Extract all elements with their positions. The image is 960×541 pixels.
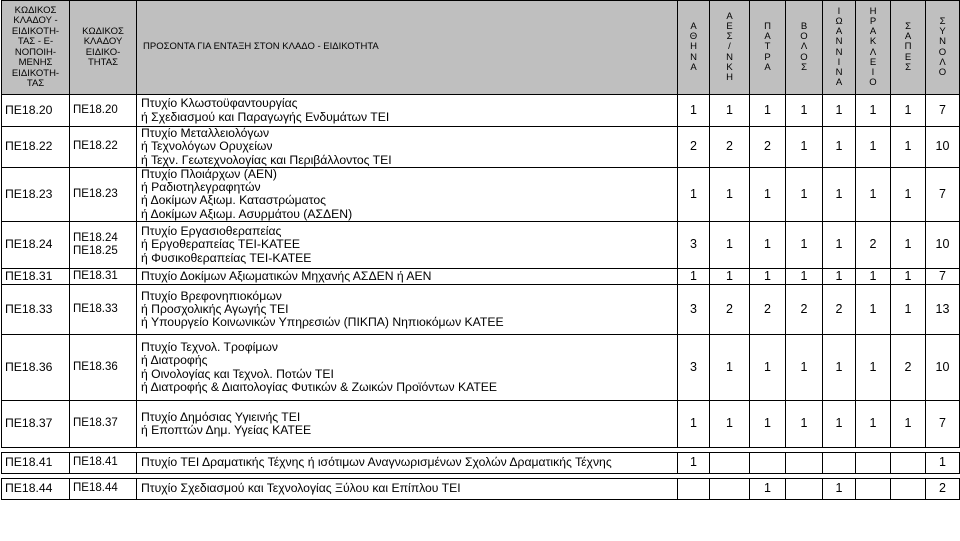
header-region-letter: Ι	[871, 66, 875, 78]
region-count: 1	[750, 95, 786, 127]
header-code-line: ΕΙΔΙΚΟΤΗ-	[11, 25, 60, 37]
region-count: 2	[750, 285, 786, 335]
total-count: 10	[926, 127, 960, 168]
header-region-aes-nkh	[710, 1, 750, 95]
qualification-line: Πτυχίο Δοκίμων Αξιωματικών Μηχανής ΑΣΔΕΝ ή ΑΕΝ	[141, 268, 432, 283]
qualification-line: ή Προσχολικής Αγωγής ΤΕΙ	[141, 301, 289, 316]
qualification-line: Πτυχίο ΤΕΙ Δραματικής Τέχνης ή ισότιμων Αναγνωρισμένων Σχολών Δραματικής Τέχνης	[141, 455, 612, 470]
header-region-letter: Η	[869, 5, 877, 17]
region-count: 1	[891, 401, 926, 448]
specialty-code-line: ΠΕ18.22	[73, 140, 118, 153]
header-specialty-code-column	[70, 1, 137, 95]
header-region-letter: Ρ	[869, 15, 877, 27]
region-count: 1	[856, 401, 891, 448]
region-count: 1	[786, 95, 823, 127]
header-region-letter: Ρ	[764, 51, 771, 63]
header-region-letter: Ι	[837, 56, 841, 68]
region-count: 1	[856, 167, 891, 221]
header-region-letter: Α	[869, 26, 877, 38]
specialty-code-line: ΠΕ18.44	[73, 482, 118, 495]
header-region-letter: Σ	[939, 15, 946, 27]
header-region-letter: Ο	[800, 31, 808, 43]
qualification-line: Πτυχίο Βρεφονηπιοκόμων	[141, 288, 282, 303]
table-row	[2, 269, 960, 285]
region-count: 3	[678, 285, 710, 335]
region-count: 1	[786, 167, 823, 221]
region-count: 1	[786, 269, 823, 285]
qualification-line: Πτυχίο Τεχνολ. Τροφίμων	[141, 339, 278, 354]
region-count: 1	[823, 479, 856, 500]
header-specialty-code-line: ΚΛΑΔΟΥ	[83, 36, 123, 47]
header-region-letter: Ο	[938, 46, 947, 58]
header-region-letter: Ε	[904, 51, 912, 63]
header-region-letter: Α	[764, 31, 771, 43]
region-count: 1	[856, 127, 891, 168]
header-code-line: ΚΩΔΙΚΟΣ	[14, 4, 57, 16]
header-region-letter: Ε	[869, 56, 877, 68]
region-count: 3	[678, 222, 710, 269]
header-code-line: ΜΕΝΗΣ	[18, 57, 53, 68]
qualification-line: Πτυχίο Μεταλλειολόγων	[141, 126, 270, 140]
qualification-description	[137, 222, 678, 269]
header-region-letter: Α	[835, 77, 843, 89]
table-header-row	[2, 1, 960, 95]
header-region-letter: Η	[726, 72, 733, 83]
region-count: 1	[823, 401, 856, 448]
qualification-line: Πτυχίο Εργασιοθεραπείας	[141, 224, 282, 239]
region-count: 2	[856, 222, 891, 269]
header-region-letter: Σ	[801, 61, 807, 73]
table-row	[2, 453, 960, 474]
header-code-line: ΤΑΣ - Ε-	[17, 36, 54, 47]
qualification-line: ή Εργοθεραπείας ΤΕΙ-ΚΑΤΕΕ	[141, 237, 300, 252]
region-count: 1	[856, 335, 891, 401]
region-count: 1	[823, 127, 856, 168]
total-count: 2	[926, 479, 960, 500]
header-region-letter: Λ	[869, 46, 877, 58]
table-body	[2, 95, 960, 500]
header-region-letter: Θ	[689, 31, 698, 43]
region-count: 1	[891, 285, 926, 335]
region-count: 1	[891, 127, 926, 168]
header-region-letter: Α	[690, 20, 697, 32]
header-region-letter: Α	[764, 61, 771, 73]
header-region-letter: Ο	[869, 77, 877, 89]
specialty-code	[70, 167, 137, 221]
specialty-code	[70, 453, 137, 474]
region-count: 1	[750, 335, 786, 401]
region-count: 2	[750, 127, 786, 168]
header-region-letter: Π	[764, 20, 771, 32]
table-row	[2, 95, 960, 127]
specialty-code-line: ΠΕ18.31	[73, 269, 118, 282]
region-count: 1	[710, 222, 750, 269]
region-count: 1	[750, 401, 786, 448]
branch-code: ΠΕ18.31	[2, 269, 70, 285]
header-region-letter: Ν	[726, 51, 733, 63]
region-count: 1	[678, 269, 710, 285]
branch-code: ΠΕ18.24	[2, 222, 70, 269]
total-count: 1	[926, 453, 960, 474]
region-count: 1	[891, 269, 926, 285]
header-region-patra	[750, 1, 786, 95]
qualification-line: Πτυχίο Κλωστοϋφαντουργίας	[141, 96, 298, 111]
qualification-description	[137, 401, 678, 448]
region-count	[786, 453, 823, 474]
specialty-code	[70, 401, 137, 448]
header-region-letter: Ω	[835, 15, 843, 27]
qualification-line: ή Διατροφής	[141, 353, 208, 368]
qualification-line: ή Τεχνολόγων Ορυχείων	[141, 139, 273, 154]
header-qualifications: ΠΡΟΣΟΝΤΑ ΓΙΑ ΕΝΤΑΞΗ ΣΤΟΝ ΚΛΑΔΟ - ΕΙΔΙΚΟΤΗΤΑ	[137, 1, 678, 95]
region-count: 1	[823, 95, 856, 127]
specialty-code-line: ΠΕ18.33	[73, 302, 118, 315]
header-region-letter: Ι	[837, 5, 841, 17]
specialty-code	[70, 222, 137, 269]
branch-code: ΠΕ18.37	[2, 401, 70, 448]
header-region-letter: Η	[690, 41, 697, 53]
branch-code: ΠΕ18.41	[2, 453, 70, 474]
region-count: 1	[710, 95, 750, 127]
qualification-line: ή Σχεδιασμού και Παραγωγής Ενδυμάτων ΤΕΙ	[141, 109, 390, 124]
qualification-line: Πτυχίο Πλοιάρχων (ΑΕΝ)	[141, 167, 277, 181]
region-count: 1	[710, 167, 750, 221]
header-code-column	[2, 1, 70, 95]
region-count: 1	[678, 453, 710, 474]
header-region-letter: Ν	[690, 51, 697, 63]
table-row	[2, 401, 960, 448]
header-code-line: ΕΙΔΙΚΟΤΗ-	[11, 67, 60, 79]
qualification-line: ή Εποπτών Δημ. Υγείας ΚΑΤΕΕ	[141, 423, 312, 438]
specialty-code-line: ΠΕ18.20	[73, 103, 118, 116]
qualification-line: ή Ραδιοτηλεγραφητών	[141, 180, 261, 195]
table-row	[2, 479, 960, 500]
region-count: 2	[786, 285, 823, 335]
region-count: 1	[891, 167, 926, 221]
header-region-letter: Σ	[905, 61, 911, 73]
specialty-code-line: ΠΕ18.41	[73, 456, 118, 469]
header-region-sapes	[891, 1, 926, 95]
region-count	[678, 479, 710, 500]
table-row	[2, 285, 960, 335]
total-count: 7	[926, 401, 960, 448]
region-count: 1	[786, 335, 823, 401]
qualification-description	[137, 453, 678, 474]
header-region-letter: Ν	[939, 36, 946, 48]
specialty-code	[70, 335, 137, 401]
specialty-code	[70, 285, 137, 335]
total-count: 13	[926, 285, 960, 335]
header-region-letter: Ε	[726, 20, 733, 32]
region-count: 2	[678, 127, 710, 168]
region-count: 1	[823, 335, 856, 401]
header-region-letter: Ο	[800, 51, 808, 63]
branch-code: ΠΕ18.33	[2, 285, 70, 335]
total-count: 10	[926, 222, 960, 269]
specialty-code-line: ΠΕ18.24	[73, 231, 118, 244]
region-count: 1	[891, 95, 926, 127]
region-count: 1	[823, 269, 856, 285]
header-region-irakleio	[856, 1, 891, 95]
region-count: 1	[710, 401, 750, 448]
header-code-line: ΝΟΠΟΙΗ-	[14, 46, 57, 58]
qualification-description	[137, 167, 678, 221]
header-region-letter: Α	[726, 10, 733, 22]
region-count: 1	[750, 167, 786, 221]
header-region-letter: Π	[904, 41, 912, 53]
region-count: 1	[786, 401, 823, 448]
region-count: 1	[678, 95, 710, 127]
qualifications-table	[1, 0, 960, 500]
region-count: 3	[678, 335, 710, 401]
region-count: 1	[678, 401, 710, 448]
specialty-code-line: ΠΕ18.25	[73, 245, 118, 258]
table-row	[2, 127, 960, 168]
header-region-letter: Υ	[939, 26, 946, 38]
specialty-code-line: ΠΕ18.23	[73, 187, 118, 200]
qualification-description	[137, 269, 678, 285]
region-count: 1	[856, 95, 891, 127]
header-region-letter: Ν	[835, 66, 843, 78]
header-region-letter: Ν	[835, 46, 843, 58]
branch-code: ΠΕ18.23	[2, 167, 70, 221]
branch-code: ΠΕ18.20	[2, 95, 70, 127]
qualification-line: ή Φυσικοθεραπείας ΤΕΙ-ΚΑΤΕΕ	[141, 250, 312, 265]
header-region-ioannina	[823, 1, 856, 95]
region-count: 1	[710, 335, 750, 401]
region-count: 2	[823, 285, 856, 335]
header-region-letter: Α	[690, 61, 697, 73]
region-count	[710, 453, 750, 474]
region-count: 2	[891, 335, 926, 401]
header-region-letter: Σ	[726, 31, 733, 43]
region-count: 1	[678, 167, 710, 221]
region-count	[856, 453, 891, 474]
region-count: 1	[891, 222, 926, 269]
region-count: 2	[710, 127, 750, 168]
header-region-athina	[678, 1, 710, 95]
region-count: 1	[750, 222, 786, 269]
region-count: 1	[823, 222, 856, 269]
header-region-letter: Α	[835, 26, 843, 38]
total-count: 7	[926, 95, 960, 127]
region-count: 1	[750, 479, 786, 500]
region-count	[856, 479, 891, 500]
header-region-letter: Ο	[938, 66, 947, 78]
specialty-code	[70, 95, 137, 127]
qualification-line: Πτυχίο Σχεδιασμού και Τεχνολογίας Ξύλου και Επίπλου ΤΕΙ	[141, 481, 461, 496]
specialty-code	[70, 269, 137, 285]
header-region-letter: Λ	[800, 41, 808, 53]
header-specialty-code-line: ΚΩΔΙΚΟΣ	[82, 25, 124, 37]
branch-code: ΠΕ18.22	[2, 127, 70, 168]
header-region-letter: Τ	[764, 41, 771, 53]
qualification-line: ή Διατροφής & Διαιτολογίας Φυτικών & Ζωικών Προϊόντων ΚΑΤΕΕ	[141, 379, 498, 394]
branch-code: ΠΕ18.44	[2, 479, 70, 500]
header-region-letter: Σ	[905, 20, 911, 32]
qualification-line: ή Δοκίμων Αξιωμ. Ασυρμάτου (ΑΣΔΕΝ)	[141, 206, 353, 221]
region-count	[710, 479, 750, 500]
region-count: 1	[710, 269, 750, 285]
specialty-code	[70, 479, 137, 500]
table-row	[2, 335, 960, 401]
region-count: 2	[710, 285, 750, 335]
specialty-code-line: ΠΕ18.37	[73, 417, 118, 430]
total-count: 7	[926, 167, 960, 221]
qualification-description	[137, 335, 678, 401]
region-count	[823, 453, 856, 474]
header-code-line: ΤΑΣ	[26, 78, 45, 89]
header-region-volos	[786, 1, 823, 95]
region-count: 1	[823, 167, 856, 221]
qualification-line: ή Υπουργείο Κοινωνικών Υπηρεσιών (ΠΙΚΠΑ) Νηπιοκόμων ΚΑΤΕΕ	[141, 315, 504, 330]
qualification-description	[137, 285, 678, 335]
region-count: 1	[786, 222, 823, 269]
qualification-line: ή Δοκίμων Αξιωμ. Καταστρώματος	[141, 193, 327, 208]
header-region-letter: Β	[800, 20, 808, 32]
table-row	[2, 167, 960, 221]
region-count: 1	[750, 269, 786, 285]
region-count: 1	[856, 269, 891, 285]
qualification-description	[137, 127, 678, 168]
header-code-line: ΚΛΑΔΟΥ -	[13, 15, 58, 26]
specialty-code	[70, 127, 137, 168]
qualification-line: Πτυχίο Δημόσιας Υγιεινής ΤΕΙ	[141, 409, 301, 424]
region-count: 1	[786, 127, 823, 168]
region-count	[891, 453, 926, 474]
header-total	[926, 1, 960, 95]
region-count	[786, 479, 823, 500]
region-count: 1	[856, 285, 891, 335]
header-region-letter: Κ	[726, 61, 733, 73]
qualification-description	[137, 479, 678, 500]
header-region-letter: Λ	[939, 56, 946, 68]
qualification-description	[137, 95, 678, 127]
header-specialty-code-line: ΤΗΤΑΣ	[88, 57, 118, 68]
header-specialty-code-line: ΕΙΔΙΚΟ-	[85, 46, 121, 58]
table-row	[2, 222, 960, 269]
header-region-letter: /	[728, 41, 731, 53]
header-region-letter: Α	[904, 31, 912, 43]
qualification-line: ή Τεχν. Γεωτεχνολογίας και Περιβάλλοντος ΤΕΙ	[141, 152, 392, 167]
total-count: 10	[926, 335, 960, 401]
region-count	[750, 453, 786, 474]
region-count	[891, 479, 926, 500]
header-region-letter: Κ	[869, 36, 877, 48]
branch-code: ΠΕ18.36	[2, 335, 70, 401]
qualification-line: ή Οινολογίας και Τεχνολ. Ποτών ΤΕΙ	[141, 366, 334, 381]
specialty-code-line: ΠΕ18.36	[73, 360, 118, 373]
total-count: 7	[926, 269, 960, 285]
header-region-letter: Ν	[835, 36, 843, 48]
